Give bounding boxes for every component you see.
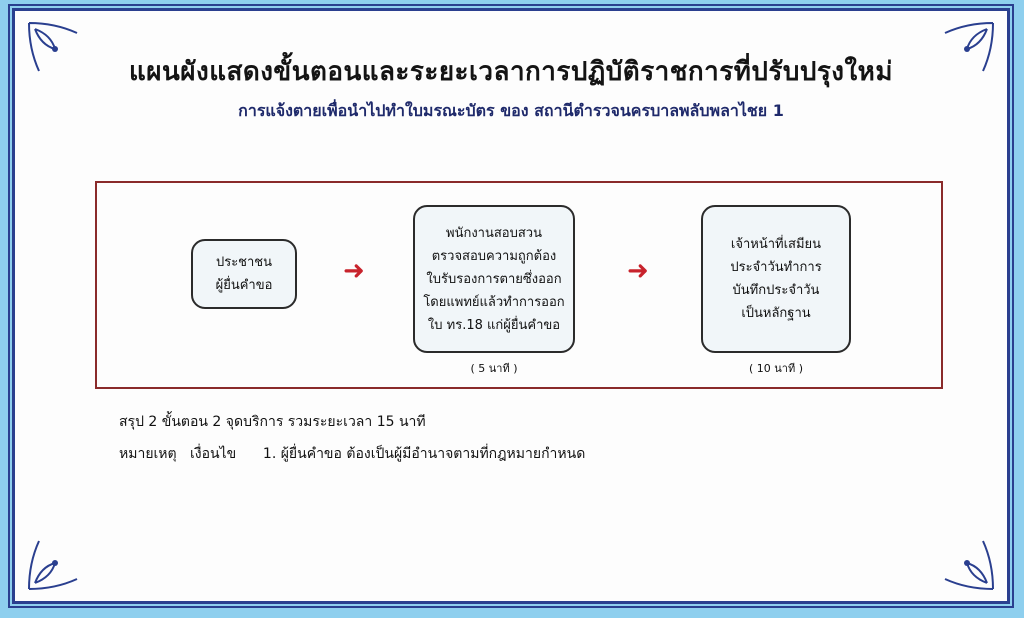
step-text-line: โดยแพทย์แล้วทำการออก [423,294,565,310]
note-line [119,443,585,465]
corner-ornament-bottom-right [937,533,997,593]
summary-text: สรุป 2 ขั้นตอน 2 จุดบริการ รวมระยะเวลา 15 นาที [119,414,426,430]
step-text-line: เป็นหลักฐาน [741,306,811,321]
step-text-line: ผู้ยื่นคำขอ [215,278,273,293]
page-subtitle: การแจ้งตายเพื่อนำไปทำใบมรณะบัตร ของ สถานีตำรวจนครบาลพลับพลาไชย 1 [238,101,784,120]
step-text-line: บันทึกประจำวัน [732,283,820,298]
page-title: แผนผังแสดงขั้นตอนและระยะเวลาการปฏิบัติราชการที่ปรับปรุงใหม่ [129,57,893,87]
step-text-line: ประจำวันทำการ [730,260,822,275]
flowchart-card [12,8,1010,604]
flow-arrow-1: ➜ [343,256,365,286]
step-text-line: ใบรับรองการตายซึ่งออก [426,271,562,287]
step-box-clerk [701,205,851,353]
step-duration-2: ( 5 นาที ) [470,362,518,375]
flow-arrow-2: ➜ [627,256,649,286]
note-condition-label: เงื่อนไข [190,446,237,462]
step-text-line: พนักงานสอบสวน [446,225,542,241]
step-text-line: ประชาชน [215,255,273,270]
step-box-citizen [191,239,297,309]
step-text-line: ใบ ทร.18 แก่ผู้ยื่นคำขอ [427,317,561,333]
note-label: หมายเหตุ [119,446,177,462]
note-item: 1. ผู้ยื่นคำขอ ต้องเป็นผู้มีอำนาจตามที่กฎหมายกำหนด [262,446,586,462]
step-text-line: เจ้าหน้าที่เสมียน [730,237,822,252]
step-text-line: ตรวจสอบความถูกต้อง [431,248,557,264]
corner-ornament-bottom-left [25,533,85,593]
step-duration-3: ( 10 นาที ) [748,362,804,375]
step-box-investigator [413,205,575,353]
process-frame [95,181,943,389]
